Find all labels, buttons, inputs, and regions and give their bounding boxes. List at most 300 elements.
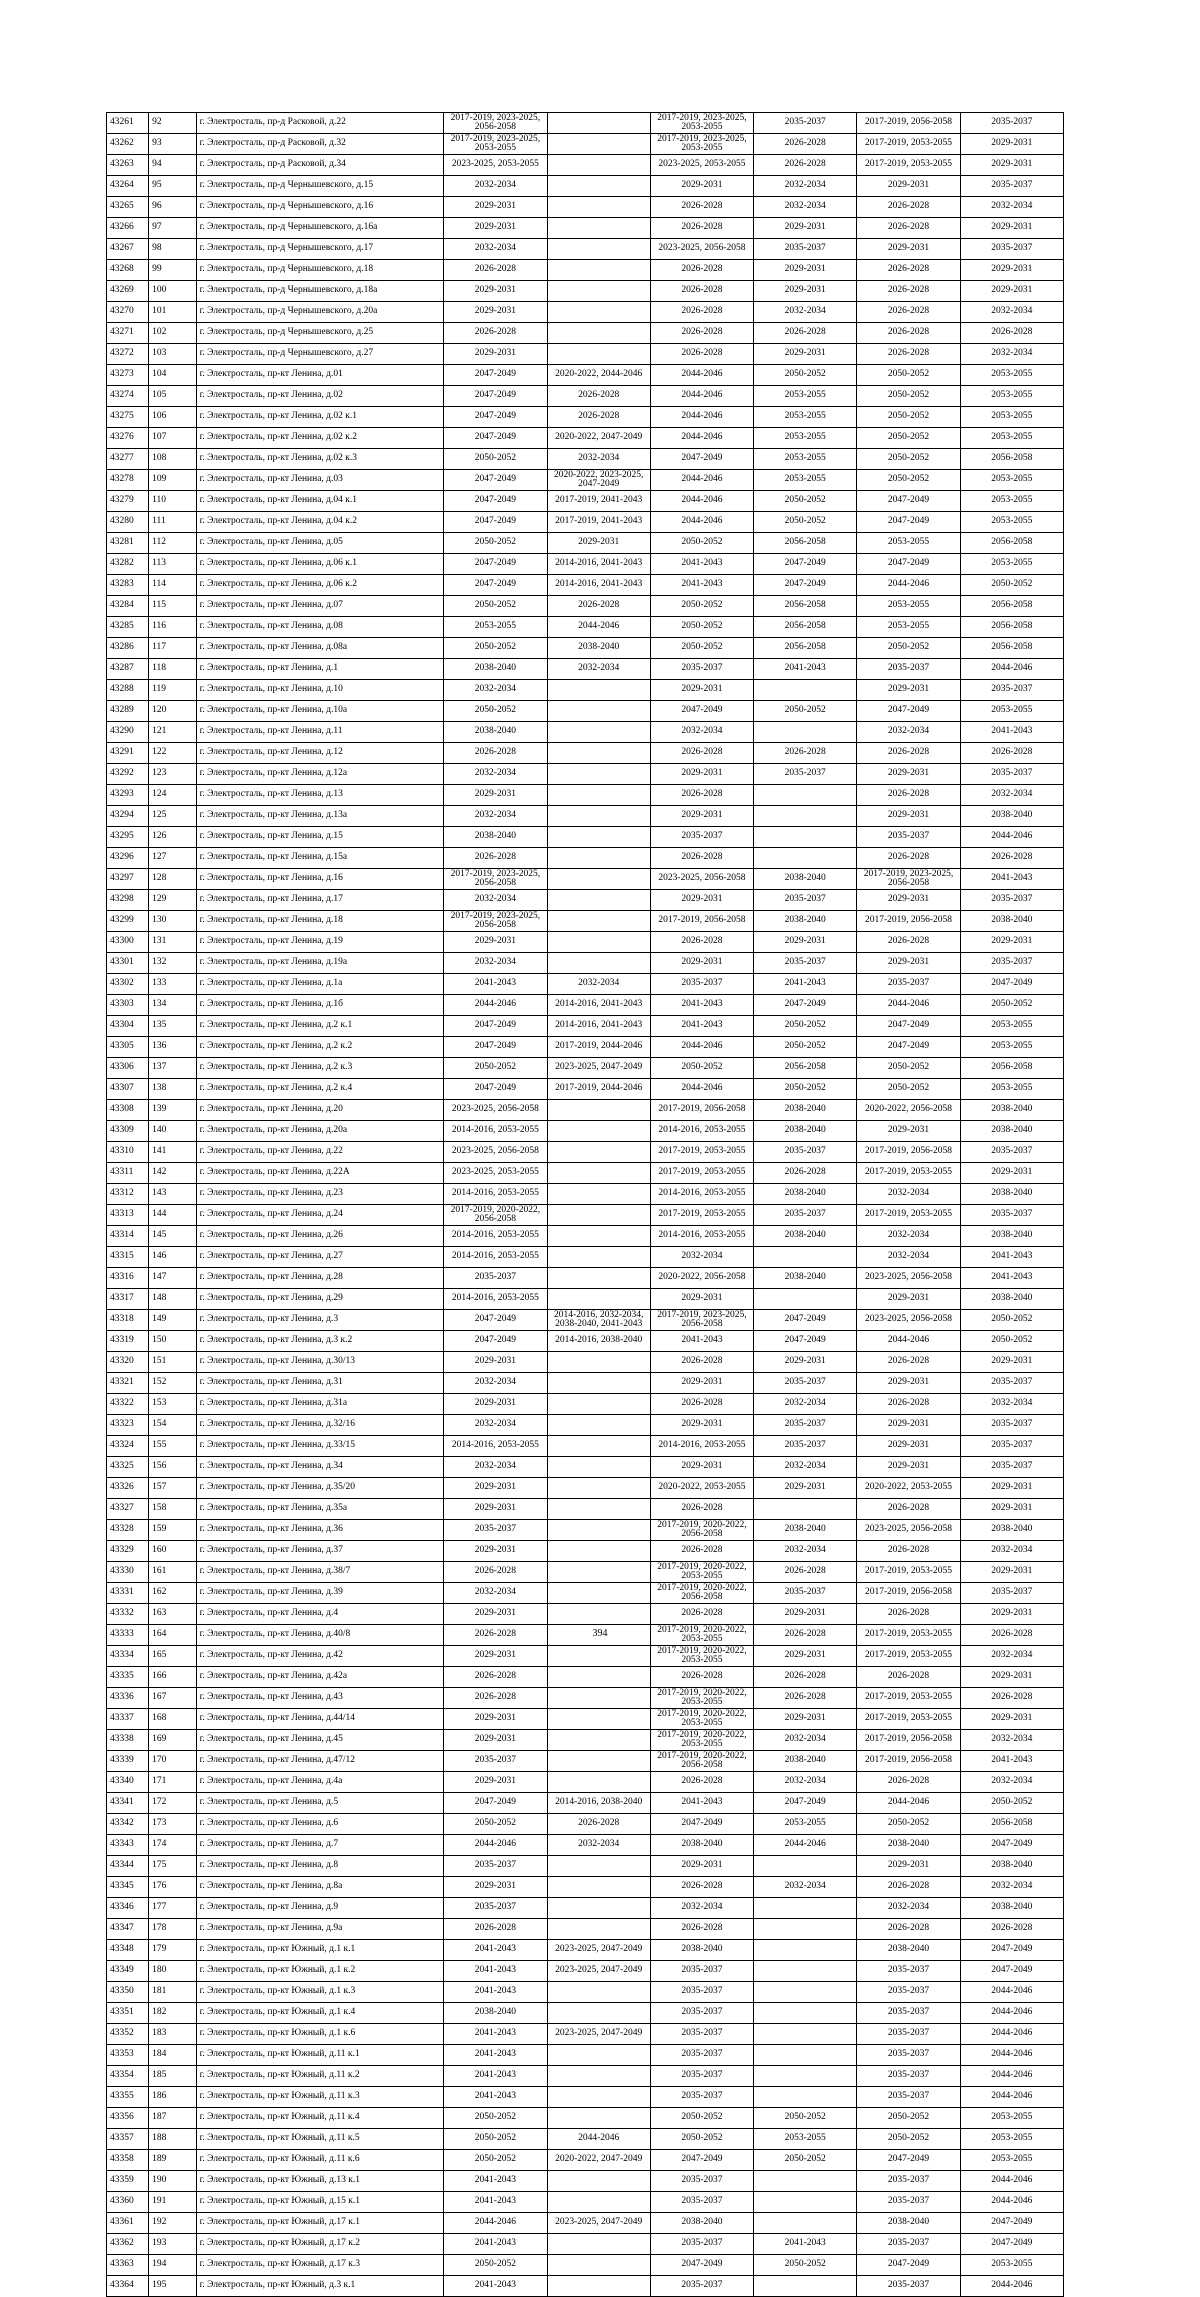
cell-period-b <box>547 1772 650 1793</box>
table-row <box>107 239 1064 260</box>
cell-address: г. Электросталь, пр-кт Ленина, д.39 <box>196 1583 444 1604</box>
cell-address: г. Электросталь, пр-д Чернышевского, д.18а <box>196 281 444 302</box>
cell-period-d: 2035-2037 <box>754 1583 857 1604</box>
cell-period-e: 2050-2052 <box>857 386 960 407</box>
table-row <box>107 1121 1064 1142</box>
cell-period-f: 2041-2043 <box>960 722 1063 743</box>
cell-period-c: 2050-2052 <box>650 2129 753 2150</box>
cell-period-e: 2053-2055 <box>857 596 960 617</box>
cell-period-d: 2032-2034 <box>754 1394 857 1415</box>
cell-period-d: 2038-2040 <box>754 1268 857 1289</box>
cell-address: г. Электросталь, пр-д Расковой, д.32 <box>196 134 444 155</box>
cell-period-f: 2044-2046 <box>960 2276 1063 2297</box>
cell-period-e: 2035-2037 <box>857 659 960 680</box>
cell-address: г. Электросталь, пр-д Чернышевского, д.20а <box>196 302 444 323</box>
cell-address: г. Электросталь, пр-кт Ленина, д.06 к.1 <box>196 554 444 575</box>
cell-row-number: 193 <box>149 2234 196 2255</box>
cell-row-number: 96 <box>149 197 196 218</box>
cell-period-c: 2026-2028 <box>650 218 753 239</box>
cell-period-f: 2038-2040 <box>960 806 1063 827</box>
cell-row-number: 195 <box>149 2276 196 2297</box>
cell-period-e: 2032-2034 <box>857 1184 960 1205</box>
cell-record-id: 43353 <box>107 2045 149 2066</box>
cell-period-e: 2035-2037 <box>857 2066 960 2087</box>
cell-address: г. Электросталь, пр-кт Ленина, д.2 к.4 <box>196 1079 444 1100</box>
cell-period-d: 2038-2040 <box>754 869 857 890</box>
cell-record-id: 43293 <box>107 785 149 806</box>
cell-period-f: 2044-2046 <box>960 659 1063 680</box>
cell-period-a: 2023-2025, 2053-2055 <box>444 1163 547 1184</box>
cell-period-f: 2026-2028 <box>960 323 1063 344</box>
cell-period-f: 2026-2028 <box>960 1625 1063 1646</box>
table-row <box>107 365 1064 386</box>
cell-record-id: 43270 <box>107 302 149 323</box>
cell-period-d: 2026-2028 <box>754 1625 857 1646</box>
cell-record-id: 43303 <box>107 995 149 1016</box>
cell-period-d: 2056-2058 <box>754 533 857 554</box>
cell-period-f: 2035-2037 <box>960 239 1063 260</box>
cell-period-e: 2050-2052 <box>857 407 960 428</box>
cell-address: г. Электросталь, пр-кт Ленина, д.44/14 <box>196 1709 444 1730</box>
cell-period-f: 2035-2037 <box>960 890 1063 911</box>
table-row <box>107 1163 1064 1184</box>
cell-address: г. Электросталь, пр-кт Ленина, д.15а <box>196 848 444 869</box>
cell-period-c: 2017-2019, 2053-2055 <box>650 1205 753 1226</box>
cell-record-id: 43315 <box>107 1247 149 1268</box>
cell-record-id: 43297 <box>107 869 149 890</box>
cell-period-d: 2050-2052 <box>754 1016 857 1037</box>
cell-row-number: 167 <box>149 1688 196 1709</box>
cell-address: г. Электросталь, пр-кт Ленина, д.1а <box>196 974 444 995</box>
cell-period-a: 2029-2031 <box>444 1478 547 1499</box>
cell-period-d: 2038-2040 <box>754 1751 857 1772</box>
cell-period-e: 2050-2052 <box>857 470 960 491</box>
cell-address: г. Электросталь, пр-кт Ленина, д.30/13 <box>196 1352 444 1373</box>
cell-period-c: 2029-2031 <box>650 1289 753 1310</box>
table-row <box>107 1688 1064 1709</box>
cell-period-c: 2026-2028 <box>650 1352 753 1373</box>
cell-period-a: 2029-2031 <box>444 1541 547 1562</box>
table-row <box>107 2003 1064 2024</box>
table-row <box>107 155 1064 176</box>
cell-period-d: 2035-2037 <box>754 1373 857 1394</box>
cell-period-b <box>547 932 650 953</box>
cell-row-number: 182 <box>149 2003 196 2024</box>
cell-period-c: 2035-2037 <box>650 659 753 680</box>
cell-record-id: 43282 <box>107 554 149 575</box>
cell-period-b <box>547 1751 650 1772</box>
cell-period-e: 2026-2028 <box>857 1394 960 1415</box>
cell-record-id: 43347 <box>107 1919 149 1940</box>
cell-period-a: 2029-2031 <box>444 218 547 239</box>
cell-address: г. Электросталь, пр-кт Ленина, д.9а <box>196 1919 444 1940</box>
cell-address: г. Электросталь, пр-кт Ленина, д.10 <box>196 680 444 701</box>
cell-record-id: 43291 <box>107 743 149 764</box>
cell-address: г. Электросталь, пр-кт Ленина, д.5 <box>196 1793 444 1814</box>
cell-period-f: 2038-2040 <box>960 1184 1063 1205</box>
cell-period-a: 2047-2049 <box>444 491 547 512</box>
cell-period-a: 2029-2031 <box>444 1877 547 1898</box>
cell-period-b <box>547 2045 650 2066</box>
cell-period-b: 2014-2016, 2032-2034, 2038-2040, 2041-2043 <box>547 1310 650 1331</box>
cell-period-e: 2035-2037 <box>857 827 960 848</box>
cell-record-id: 43335 <box>107 1667 149 1688</box>
cell-period-d: 2029-2031 <box>754 1709 857 1730</box>
cell-address: г. Электросталь, пр-кт Ленина, д.8 <box>196 1856 444 1877</box>
cell-period-a: 2041-2043 <box>444 2276 547 2297</box>
cell-period-c: 2032-2034 <box>650 722 753 743</box>
cell-period-e: 2026-2028 <box>857 1499 960 1520</box>
cell-period-a: 2050-2052 <box>444 449 547 470</box>
cell-record-id: 43273 <box>107 365 149 386</box>
cell-period-f: 2026-2028 <box>960 848 1063 869</box>
cell-period-c: 2029-2031 <box>650 806 753 827</box>
cell-address: г. Электросталь, пр-кт Ленина, д.12а <box>196 764 444 785</box>
cell-record-id: 43323 <box>107 1415 149 1436</box>
cell-row-number: 160 <box>149 1541 196 1562</box>
cell-period-d <box>754 1940 857 1961</box>
cell-period-a: 2029-2031 <box>444 932 547 953</box>
cell-row-number: 119 <box>149 680 196 701</box>
cell-period-c: 2026-2028 <box>650 1772 753 1793</box>
table-row <box>107 1772 1064 1793</box>
cell-period-d: 2044-2046 <box>754 1835 857 1856</box>
cell-row-number: 92 <box>149 113 196 134</box>
cell-period-b <box>547 1457 650 1478</box>
cell-period-c: 2014-2016, 2053-2055 <box>650 1121 753 1142</box>
cell-period-a: 2050-2052 <box>444 2150 547 2171</box>
cell-period-a: 2050-2052 <box>444 1814 547 1835</box>
cell-address: г. Электросталь, пр-кт Ленина, д.3 к.2 <box>196 1331 444 1352</box>
table-row <box>107 1058 1064 1079</box>
cell-period-c: 2047-2049 <box>650 2150 753 2171</box>
cell-period-e: 2047-2049 <box>857 491 960 512</box>
cell-period-c: 2017-2019, 2023-2025, 2056-2058 <box>650 1310 753 1331</box>
cell-row-number: 131 <box>149 932 196 953</box>
cell-address: г. Электросталь, пр-кт Ленина, д.9 <box>196 1898 444 1919</box>
cell-period-e: 2035-2037 <box>857 2003 960 2024</box>
cell-period-a: 2041-2043 <box>444 2066 547 2087</box>
cell-period-e: 2032-2034 <box>857 722 960 743</box>
cell-period-e: 2029-2031 <box>857 1436 960 1457</box>
cell-record-id: 43340 <box>107 1772 149 1793</box>
cell-period-a: 2041-2043 <box>444 2045 547 2066</box>
cell-address: г. Электросталь, пр-кт Ленина, д.4 <box>196 1604 444 1625</box>
cell-period-c: 2044-2046 <box>650 407 753 428</box>
table-row <box>107 848 1064 869</box>
cell-record-id: 43289 <box>107 701 149 722</box>
cell-period-a: 2029-2031 <box>444 1646 547 1667</box>
cell-address: г. Электросталь, пр-кт Южный, д.11 к.3 <box>196 2087 444 2108</box>
cell-period-d: 2056-2058 <box>754 617 857 638</box>
table-row <box>107 1877 1064 1898</box>
cell-period-f: 2047-2049 <box>960 1961 1063 1982</box>
cell-row-number: 109 <box>149 470 196 491</box>
cell-record-id: 43304 <box>107 1016 149 1037</box>
cell-period-c: 2026-2028 <box>650 281 753 302</box>
cell-record-id: 43284 <box>107 596 149 617</box>
cell-period-b <box>547 1394 650 1415</box>
cell-period-f: 2053-2055 <box>960 1016 1063 1037</box>
cell-period-f: 2032-2034 <box>960 1730 1063 1751</box>
cell-record-id: 43312 <box>107 1184 149 1205</box>
cell-row-number: 126 <box>149 827 196 848</box>
cell-period-a: 2047-2049 <box>444 470 547 491</box>
cell-record-id: 43344 <box>107 1856 149 1877</box>
cell-period-e: 2047-2049 <box>857 512 960 533</box>
cell-period-c: 2035-2037 <box>650 827 753 848</box>
cell-row-number: 111 <box>149 512 196 533</box>
cell-period-e: 2029-2031 <box>857 680 960 701</box>
cell-period-e: 2038-2040 <box>857 1940 960 1961</box>
cell-period-e: 2047-2049 <box>857 2150 960 2171</box>
cell-period-b: 2014-2016, 2038-2040 <box>547 1793 650 1814</box>
cell-period-e: 2026-2028 <box>857 1541 960 1562</box>
cell-period-b <box>547 1205 650 1226</box>
table-row <box>107 2276 1064 2297</box>
table-row <box>107 722 1064 743</box>
cell-address: г. Электросталь, пр-кт Ленина, д.8а <box>196 1877 444 1898</box>
cell-period-d <box>754 2192 857 2213</box>
table-row <box>107 869 1064 890</box>
cell-period-a: 2029-2031 <box>444 1499 547 1520</box>
cell-period-b: 2023-2025, 2047-2049 <box>547 1940 650 1961</box>
cell-period-a: 2029-2031 <box>444 1709 547 1730</box>
cell-row-number: 179 <box>149 1940 196 1961</box>
cell-address: г. Электросталь, пр-кт Ленина, д.01 <box>196 365 444 386</box>
table-row <box>107 449 1064 470</box>
table-row <box>107 218 1064 239</box>
cell-period-c: 2035-2037 <box>650 974 753 995</box>
cell-period-f: 2029-2031 <box>960 260 1063 281</box>
cell-row-number: 103 <box>149 344 196 365</box>
cell-period-f: 2044-2046 <box>960 827 1063 848</box>
cell-period-c: 2026-2028 <box>650 1667 753 1688</box>
cell-period-d <box>754 2087 857 2108</box>
cell-period-c: 2044-2046 <box>650 470 753 491</box>
cell-address: г. Электросталь, пр-кт Южный, д.11 к.6 <box>196 2150 444 2171</box>
table-row <box>107 2255 1064 2276</box>
cell-period-e: 2017-2019, 2056-2058 <box>857 1142 960 1163</box>
cell-period-d: 2038-2040 <box>754 1520 857 1541</box>
cell-period-a: 2014-2016, 2053-2055 <box>444 1184 547 1205</box>
cell-record-id: 43307 <box>107 1079 149 1100</box>
cell-row-number: 186 <box>149 2087 196 2108</box>
cell-row-number: 136 <box>149 1037 196 1058</box>
cell-period-c: 2026-2028 <box>650 323 753 344</box>
cell-period-a: 2029-2031 <box>444 785 547 806</box>
cell-row-number: 145 <box>149 1226 196 1247</box>
cell-period-c: 2017-2019, 2023-2025, 2053-2055 <box>650 113 753 134</box>
cell-period-b <box>547 2276 650 2297</box>
cell-address: г. Электросталь, пр-кт Ленина, д.24 <box>196 1205 444 1226</box>
cell-period-a: 2032-2034 <box>444 176 547 197</box>
cell-record-id: 43283 <box>107 575 149 596</box>
cell-period-c: 2014-2016, 2053-2055 <box>650 1436 753 1457</box>
cell-period-c: 2035-2037 <box>650 2276 753 2297</box>
table-row <box>107 617 1064 638</box>
cell-period-c: 2029-2031 <box>650 890 753 911</box>
cell-period-d: 2035-2037 <box>754 1205 857 1226</box>
table-row <box>107 827 1064 848</box>
cell-period-d: 2032-2034 <box>754 1877 857 1898</box>
cell-period-b <box>547 113 650 134</box>
cell-address: г. Электросталь, пр-кт Ленина, д.2 к.3 <box>196 1058 444 1079</box>
cell-period-a: 2044-2046 <box>444 2213 547 2234</box>
cell-period-e: 2029-2031 <box>857 239 960 260</box>
table-row <box>107 386 1064 407</box>
cell-period-c: 2029-2031 <box>650 1415 753 1436</box>
table-row <box>107 1562 1064 1583</box>
cell-period-d: 2029-2031 <box>754 281 857 302</box>
cell-period-a: 2047-2049 <box>444 575 547 596</box>
table-row <box>107 932 1064 953</box>
cell-address: г. Электросталь, пр-кт Ленина, д.29 <box>196 1289 444 1310</box>
cell-period-b <box>547 1709 650 1730</box>
cell-period-c: 2035-2037 <box>650 2003 753 2024</box>
cell-period-e: 2017-2019, 2056-2058 <box>857 1730 960 1751</box>
cell-record-id: 43350 <box>107 1982 149 2003</box>
cell-period-b <box>547 1856 650 1877</box>
table-row <box>107 1247 1064 1268</box>
cell-row-number: 152 <box>149 1373 196 1394</box>
cell-period-a: 2014-2016, 2053-2055 <box>444 1226 547 1247</box>
cell-period-d <box>754 1961 857 1982</box>
cell-period-f: 2041-2043 <box>960 1751 1063 1772</box>
cell-record-id: 43320 <box>107 1352 149 1373</box>
cell-record-id: 43262 <box>107 134 149 155</box>
table-row <box>107 974 1064 995</box>
cell-period-d: 2056-2058 <box>754 596 857 617</box>
cell-period-d: 2038-2040 <box>754 1121 857 1142</box>
cell-period-f: 2047-2049 <box>960 1835 1063 1856</box>
cell-period-b <box>547 1919 650 1940</box>
cell-period-b <box>547 1163 650 1184</box>
cell-period-b <box>547 1352 650 1373</box>
cell-period-c: 2026-2028 <box>650 344 753 365</box>
cell-record-id: 43346 <box>107 1898 149 1919</box>
cell-period-e: 2038-2040 <box>857 1835 960 1856</box>
cell-period-b <box>547 197 650 218</box>
cell-period-a: 2047-2049 <box>444 407 547 428</box>
table-row <box>107 260 1064 281</box>
cell-row-number: 120 <box>149 701 196 722</box>
cell-record-id: 43306 <box>107 1058 149 1079</box>
cell-address: г. Электросталь, пр-кт Ленина, д.11 <box>196 722 444 743</box>
cell-record-id: 43314 <box>107 1226 149 1247</box>
cell-period-c: 2035-2037 <box>650 2024 753 2045</box>
cell-address: г. Электросталь, пр-д Расковой, д.34 <box>196 155 444 176</box>
cell-period-d <box>754 680 857 701</box>
cell-record-id: 43285 <box>107 617 149 638</box>
cell-period-e: 2017-2019, 2056-2058 <box>857 1583 960 1604</box>
cell-row-number: 146 <box>149 1247 196 1268</box>
cell-period-f: 2035-2037 <box>960 113 1063 134</box>
cell-period-a: 2023-2025, 2056-2058 <box>444 1100 547 1121</box>
cell-period-e: 2050-2052 <box>857 638 960 659</box>
cell-period-d <box>754 2276 857 2297</box>
cell-record-id: 43364 <box>107 2276 149 2297</box>
cell-address: г. Электросталь, пр-кт Южный, д.3 к.1 <box>196 2276 444 2297</box>
table-row <box>107 1583 1064 1604</box>
cell-period-f: 2050-2052 <box>960 1331 1063 1352</box>
cell-row-number: 191 <box>149 2192 196 2213</box>
cell-record-id: 43272 <box>107 344 149 365</box>
cell-period-a: 2035-2037 <box>444 1856 547 1877</box>
cell-period-d: 2032-2034 <box>754 197 857 218</box>
cell-period-a: 2026-2028 <box>444 323 547 344</box>
cell-period-c: 2041-2043 <box>650 995 753 1016</box>
cell-period-d <box>754 806 857 827</box>
cell-period-d: 2035-2037 <box>754 890 857 911</box>
cell-record-id: 43300 <box>107 932 149 953</box>
cell-period-d: 2035-2037 <box>754 764 857 785</box>
cell-period-c: 2035-2037 <box>650 1982 753 2003</box>
cell-period-b: 2014-2016, 2041-2043 <box>547 1016 650 1037</box>
table-row <box>107 1730 1064 1751</box>
table-row <box>107 113 1064 134</box>
cell-period-c: 2026-2028 <box>650 1394 753 1415</box>
cell-row-number: 188 <box>149 2129 196 2150</box>
cell-period-e: 2026-2028 <box>857 743 960 764</box>
table-row <box>107 659 1064 680</box>
cell-period-b <box>547 743 650 764</box>
cell-period-f: 2044-2046 <box>960 2024 1063 2045</box>
cell-address: г. Электросталь, пр-кт Южный, д.17 к.3 <box>196 2255 444 2276</box>
cell-period-b <box>547 1268 650 1289</box>
cell-period-f: 2038-2040 <box>960 1898 1063 1919</box>
cell-period-b <box>547 302 650 323</box>
cell-period-e: 2017-2019, 2053-2055 <box>857 1163 960 1184</box>
cell-period-a: 2047-2049 <box>444 386 547 407</box>
cell-period-d: 2050-2052 <box>754 365 857 386</box>
cell-period-d: 2029-2031 <box>754 932 857 953</box>
cell-row-number: 183 <box>149 2024 196 2045</box>
cell-period-c: 2026-2028 <box>650 1604 753 1625</box>
cell-period-c: 2026-2028 <box>650 1877 753 1898</box>
cell-period-c: 2029-2031 <box>650 953 753 974</box>
cell-row-number: 105 <box>149 386 196 407</box>
cell-period-d: 2053-2055 <box>754 2129 857 2150</box>
cell-period-a: 2032-2034 <box>444 1415 547 1436</box>
cell-record-id: 43327 <box>107 1499 149 1520</box>
table-row <box>107 2171 1064 2192</box>
cell-address: г. Электросталь, пр-кт Ленина, д.13 <box>196 785 444 806</box>
cell-period-c: 2035-2037 <box>650 2234 753 2255</box>
table-row <box>107 344 1064 365</box>
cell-record-id: 43267 <box>107 239 149 260</box>
cell-period-f: 2053-2055 <box>960 2108 1063 2129</box>
cell-period-f: 2053-2055 <box>960 1079 1063 1100</box>
cell-period-c: 2044-2046 <box>650 512 753 533</box>
cell-record-id: 43333 <box>107 1625 149 1646</box>
cell-row-number: 117 <box>149 638 196 659</box>
cell-record-id: 43294 <box>107 806 149 827</box>
cell-period-d: 2050-2052 <box>754 2108 857 2129</box>
cell-period-d: 2053-2055 <box>754 428 857 449</box>
cell-row-number: 98 <box>149 239 196 260</box>
cell-period-b <box>547 1100 650 1121</box>
cell-period-e: 2053-2055 <box>857 617 960 638</box>
cell-address: г. Электросталь, пр-кт Ленина, д.08а <box>196 638 444 659</box>
cell-period-e: 2044-2046 <box>857 1793 960 1814</box>
cell-period-e: 2029-2031 <box>857 806 960 827</box>
cell-period-a: 2053-2055 <box>444 617 547 638</box>
cell-period-e: 2029-2031 <box>857 764 960 785</box>
cell-address: г. Электросталь, пр-кт Ленина, д.42а <box>196 1667 444 1688</box>
cell-period-d: 2047-2049 <box>754 1331 857 1352</box>
cell-period-c: 2017-2019, 2020-2022, 2056-2058 <box>650 1520 753 1541</box>
